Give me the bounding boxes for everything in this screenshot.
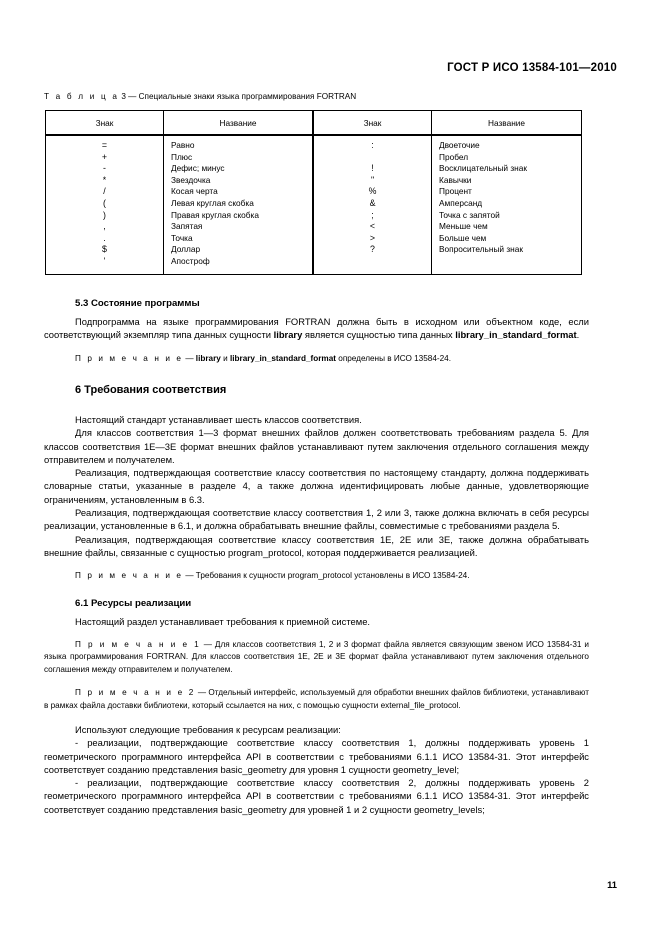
note-6	[44, 570, 589, 582]
term-library-in-standard-format: library_in_standard_format	[455, 329, 577, 341]
table-header-sign-2: Знак	[314, 111, 432, 134]
paragraph-6-5: Реализация, подтверждающая соответствие классу соответствия 1Е, 2Е или 3Е, также должна обрабатывать внешние файлы, связанные с сущностью program_protocol, которая поддерживается реализацией.	[44, 533, 589, 558]
table-cell-sign: %	[368, 186, 377, 197]
table-column-sign-left	[46, 136, 164, 274]
table-cell-name: Меньше чем	[439, 221, 488, 232]
note-dash-5-3: —	[183, 353, 196, 363]
table-cell-name: Левая круглая скобка	[171, 197, 254, 208]
table-cell-sign: /	[103, 186, 106, 197]
note-term-library-format: library_in_standard_format	[229, 353, 336, 363]
paragraph-6-2: Для классов соответствия 1—3 формат внешних файлов должен соответствовать требованиям раздела 5. Для классов соответствия 1Е—3Е формат внешних файлов устанавливают путем заключения отдельного соглашения между отправителем и получателем.	[44, 427, 589, 465]
paragraph-5-3-1	[44, 315, 589, 342]
table-cell-name: Точка	[171, 232, 193, 243]
table-header-name-1: Название	[164, 111, 314, 134]
note-6-1-1	[44, 639, 589, 676]
table-cell-sign: $	[102, 244, 107, 255]
table-cell-sign: "	[370, 174, 375, 185]
table-cell-sign: ,	[103, 221, 106, 232]
bullet-6-1-a: - реализации, подтверждающие соответствие классу соответствия 1, должны поддерживать уровень 1 геометрического программного интерфейса API в соответствии с требованиями 6.1.1 ИСО 13584-31. Этот интерфейс соответствует созданию представления basic_geometry для уровня 1 сущности geometry_level;	[44, 737, 589, 775]
table-caption-dash: —	[128, 92, 137, 101]
table-cell-name: Восклицательный знак	[439, 163, 528, 174]
note-tail-5-3: определены в ИСО 13584-24.	[335, 353, 452, 363]
table-body	[46, 136, 581, 274]
table-cell-name: Апостроф	[171, 255, 210, 266]
table-cell-name: Больше чем	[439, 232, 487, 243]
bullet-6-1-b: - реализации, подтверждающие соответствие классу соответствия 2, должны поддерживать уровень 2 геометрического программного интерфейса API в соответствии с требованиями 6.1.1 ИСО 13584-31. Этот интерфейс соответствует созданию представления basic_geometry для уровней 1 и 2 сущности geometry_levels;	[44, 777, 589, 815]
table-cell-sign: '	[103, 255, 106, 266]
paragraph-6-1-2: Используют следующие требования к ресурсам реализации:	[75, 724, 341, 735]
table-column-name-right	[432, 136, 581, 274]
table-caption-title: Специальные знаки языка программирования FORTRAN	[138, 92, 357, 101]
table-cell-sign: >	[369, 232, 376, 243]
table-cell-name: Запятая	[171, 221, 203, 232]
note-text-6-1-1: — Для классов соответствия 1, 2 и 3 формат файла является связующим звеном ИСО 13584-31 и языка программирования FORTRAN. Для классов соответствия 1Е, 2Е и 3Е формат файла устанавливают путем заключения отдельного соглашения между отправителем и получателем.	[44, 639, 589, 674]
table-cell-name: Доллар	[171, 244, 201, 255]
heading-6-1: 6.1 Ресурсы реализации	[75, 597, 192, 609]
table-cell-name: Точка с запятой	[439, 209, 500, 220]
table-header-sign-1: Знак	[46, 111, 164, 134]
p53-text-c: является сущностью типа данных	[302, 329, 456, 341]
table-header-name-2: Название	[487, 117, 526, 128]
table-cell-sign: ?	[370, 244, 375, 255]
document-body	[44, 298, 589, 816]
note-mid-5-3: и	[220, 353, 230, 363]
table-cell-sign: !	[371, 163, 374, 174]
paragraph-6-3: Реализация, подтверждающая соответствие классу соответствия по настоящему стандарту, должна поддерживать словарные статьи, указанные в разделе 4, а также должна идентифицировать любые данные, удовлетворяющие ограничениям, установленным в 6.3.	[44, 467, 589, 505]
table-caption	[44, 92, 356, 101]
note-label-5-3: П р и м е ч а н и е	[75, 353, 184, 363]
table-column-name-left	[164, 136, 314, 274]
table-cell-sign: -	[103, 163, 106, 174]
table-cell-name: Равно	[171, 140, 195, 150]
table-cell-sign: <	[369, 221, 376, 232]
table-cell-sign: +	[101, 151, 108, 162]
table-cell-sign: )	[103, 209, 106, 220]
table-column-sign-right	[314, 136, 432, 274]
note-term-library: library	[195, 353, 221, 363]
note-6-1-2	[44, 687, 589, 712]
paragraph-6-4: Реализация, подтверждающая соответствие классу соответствия 1, 2 или 3, также должна включать в себя ресурсы реализации, установленные в 6.1, и должна обрабатывать внешние файлы, совместимые с требованиями раздела 5.	[44, 507, 589, 532]
p53-text-e: .	[576, 329, 580, 341]
paragraph-6-1-1: Настоящий раздел устанавливает требования к приемной системе.	[75, 615, 371, 627]
table-cell-name: Двоеточие	[439, 140, 480, 150]
heading-6: 6 Требования соответствия	[75, 384, 227, 396]
paragraph-6-1: Настоящий стандарт устанавливает шесть классов соответствия.	[75, 414, 362, 425]
table-cell-sign: :	[371, 140, 374, 150]
table-cell-sign	[314, 152, 431, 164]
table-caption-label: Т а б л и ц а	[44, 92, 120, 101]
table-cell-name: Плюс	[171, 151, 193, 162]
table-cell-sign: ;	[371, 209, 374, 220]
table-cell-name	[432, 256, 581, 268]
table-header-row	[46, 111, 581, 136]
table-cell-sign: &	[369, 197, 376, 208]
note-5-3	[44, 353, 589, 365]
table-cell-name: Звездочка	[171, 174, 211, 185]
table-cell-sign: *	[102, 174, 107, 185]
note-text-6: — Требования к сущности program_protocol установлены в ИСО 13584-24.	[183, 571, 470, 581]
table-cell-sign: (	[103, 197, 106, 208]
special-symbols-table	[45, 110, 582, 275]
table-cell-name: Вопросительный знак	[439, 244, 523, 255]
note-label-6-1-2: П р и м е ч а н и е 2	[75, 688, 196, 698]
table-cell-sign: =	[101, 140, 108, 150]
page-number: 11	[607, 879, 617, 890]
table-cell-name: Правая круглая скобка	[171, 209, 259, 220]
table-cell-name: Кавычки	[439, 174, 472, 185]
table-cell-sign: .	[103, 232, 106, 243]
table-cell-name: Процент	[439, 186, 472, 197]
table-cell-name: Пробел	[439, 151, 469, 162]
note-label-6: П р и м е ч а н и е	[75, 571, 184, 581]
standard-identifier: ГОСТ Р ИСО 13584-101—2010	[447, 62, 617, 74]
term-library: library	[273, 329, 303, 341]
table-cell-sign	[314, 256, 431, 268]
table-cell-name: Амперсанд	[439, 197, 483, 208]
note-label-6-1-1: П р и м е ч а н и е 1	[75, 639, 201, 649]
table-caption-number: 3	[121, 92, 129, 101]
table-cell-name: Дефис; минус	[171, 163, 225, 174]
p53-text-a: Подпрограмма на языке программирования FORTRAN должна быть в исходном или объектном коде, если соответствующий экземпляр типа данных сущности	[44, 316, 589, 341]
heading-5-3: 5.3 Состояние программы	[75, 298, 200, 309]
table-cell-name: Косая черта	[171, 186, 218, 197]
note-text-6-1-2: — Отдельный интерфейс, используемый для обработки внешних файлов библиотеки, устанавливают в рамках файла доставки библиотеки, который ссылается на них, с помощью сущности external_file_protocol.	[44, 688, 589, 710]
